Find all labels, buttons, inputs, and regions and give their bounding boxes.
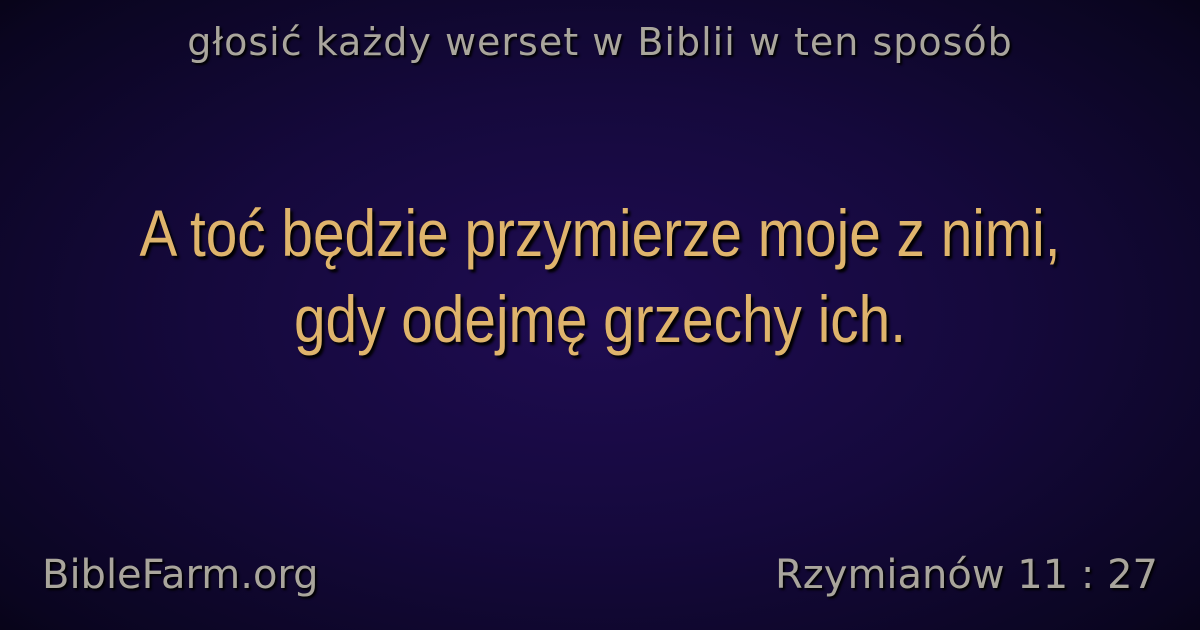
verse-text: A toć będzie przymierze moje z nimi, gdy odejmę grzechy ich. — [139, 196, 1061, 356]
site-name: BibleFarm.org — [42, 552, 319, 598]
verse-reference: Rzymianów 11 : 27 — [774, 552, 1158, 598]
tagline: głosić każdy werset w Biblii w ten sposób — [187, 20, 1013, 64]
